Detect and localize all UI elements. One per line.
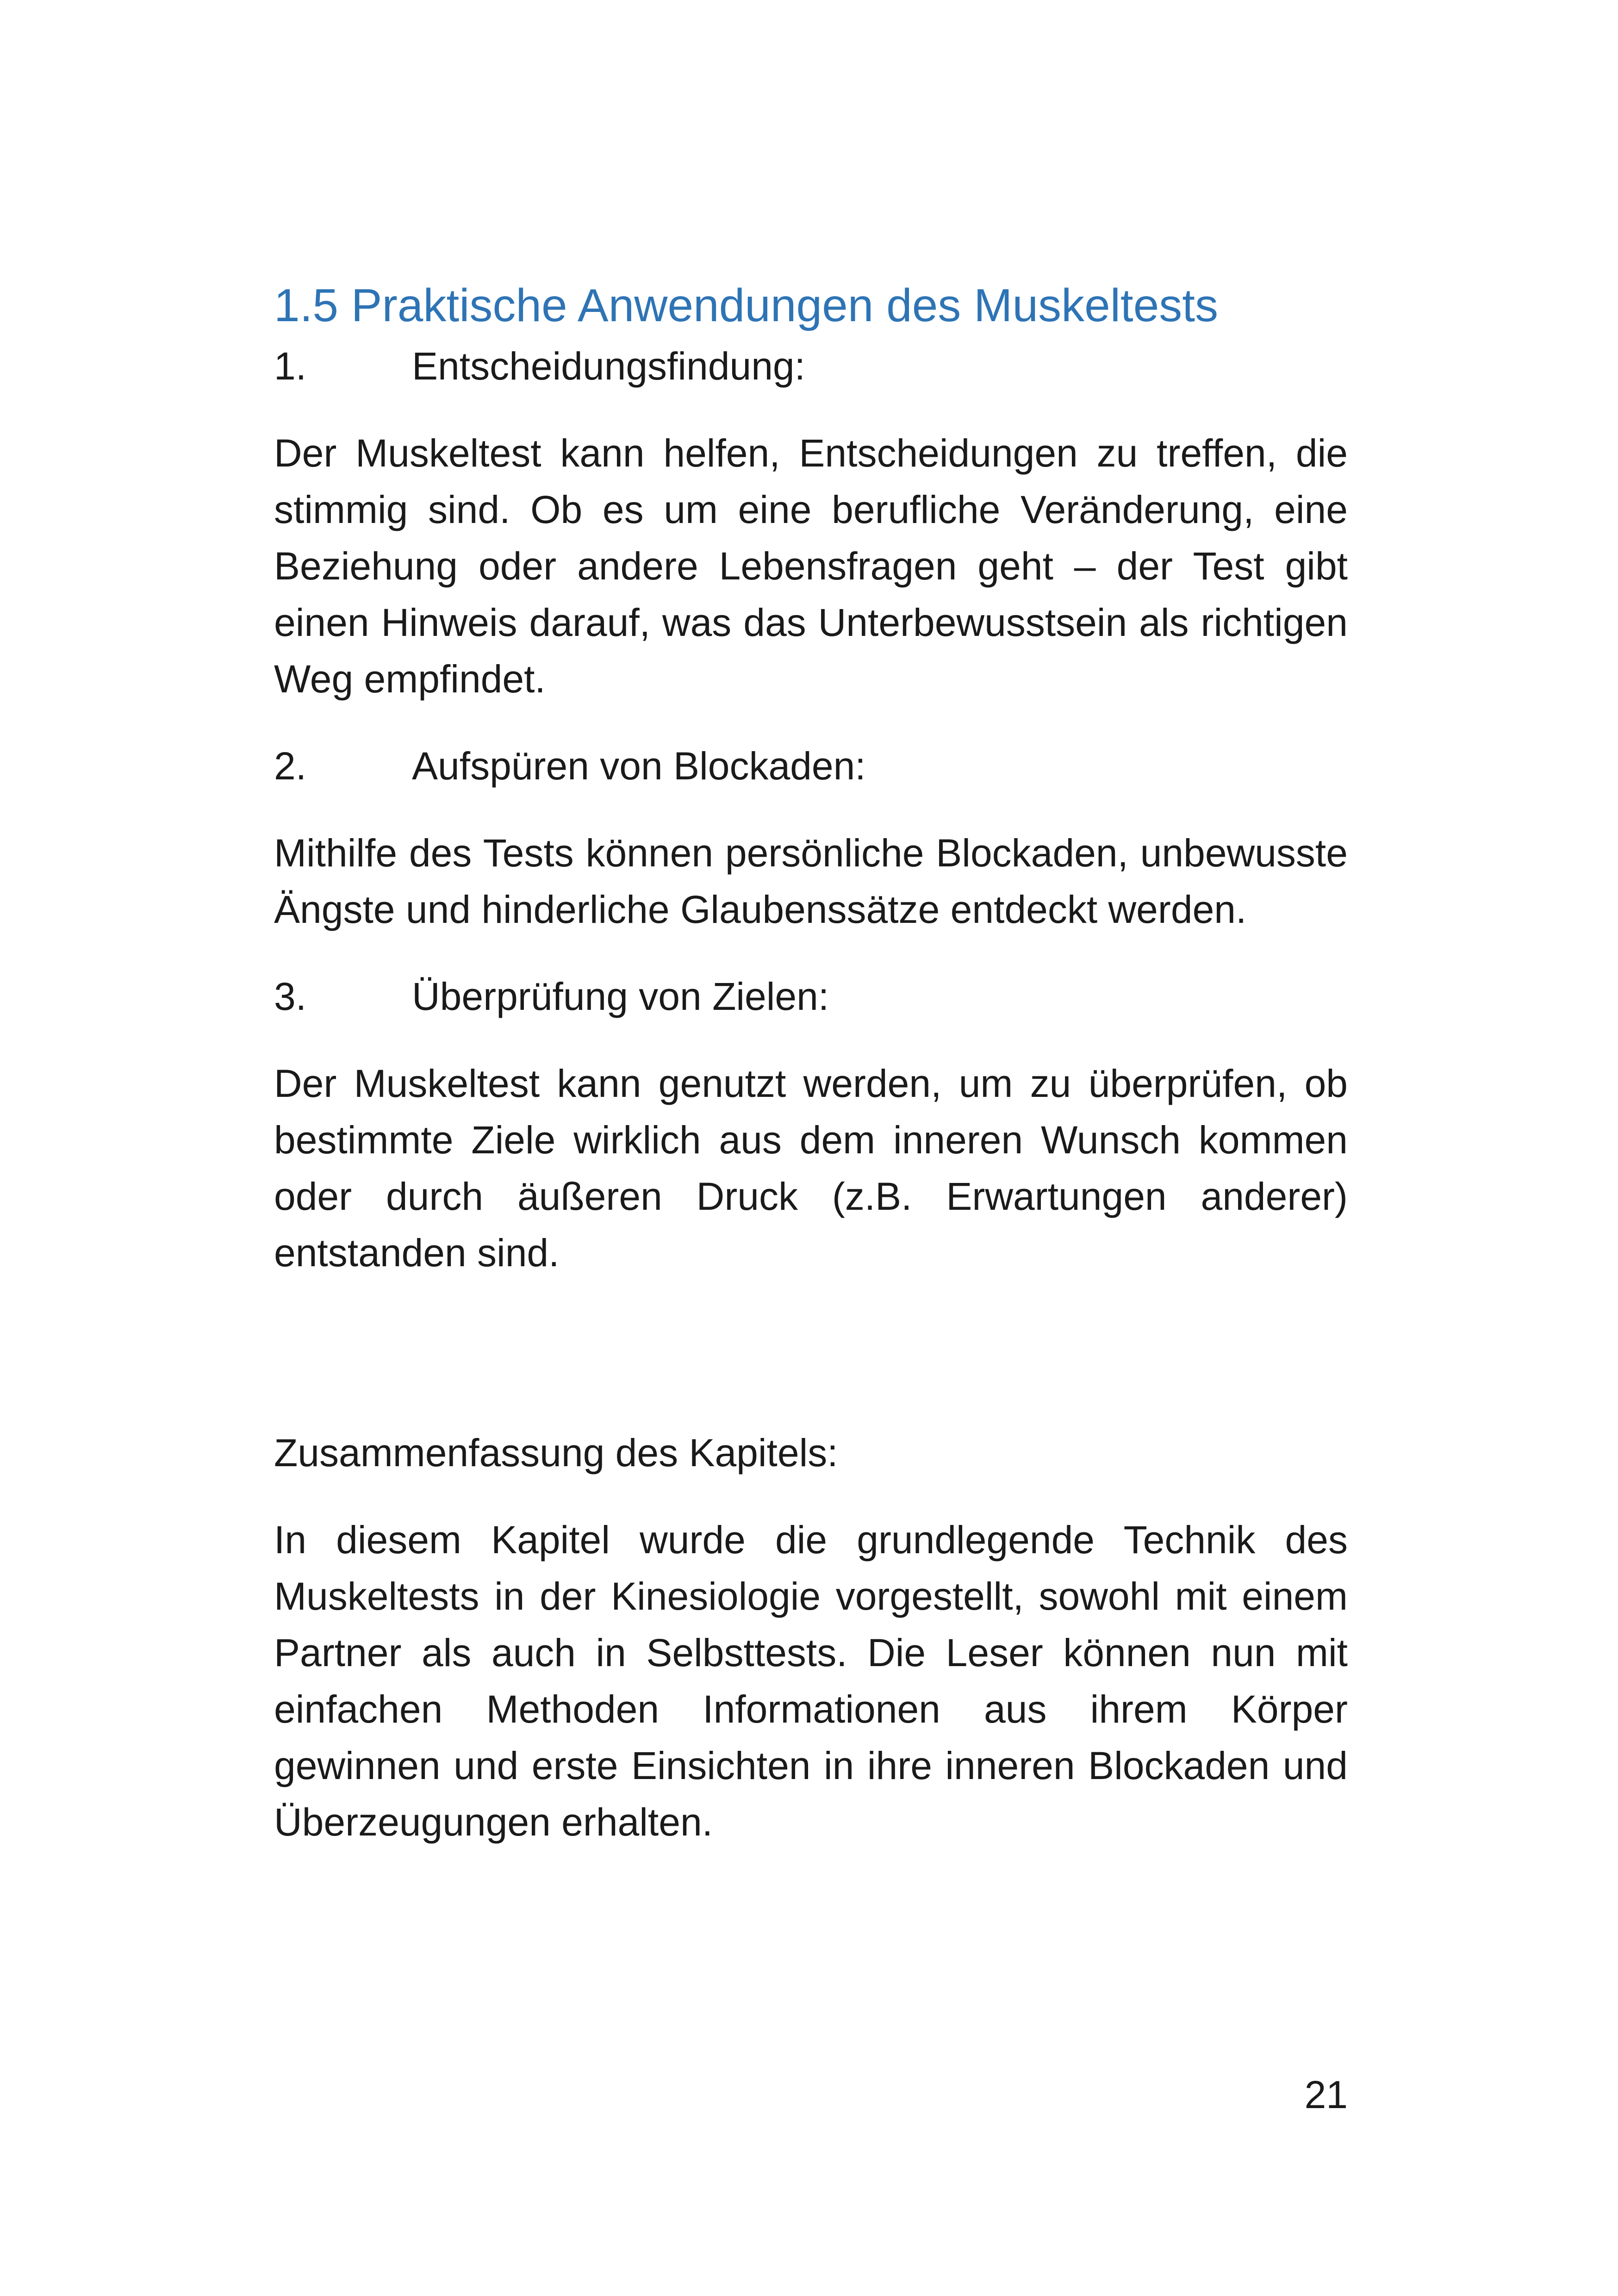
item-paragraph-3: Der Muskeltest kann genutzt werden, um zu überprüfen, ob bestimmte Ziele wirklich aus dem inneren Wunsch kommen oder durch äußeren Druck (z.B. Erwartungen anderer) entstanden sind. — [274, 1062, 1348, 1275]
item-number: 3. — [274, 975, 307, 1018]
page-content — [274, 273, 1348, 1850]
item-title: Überprüfung von Zielen: — [412, 975, 829, 1018]
summary-title: Zusammenfassung des Kapitels: — [274, 1431, 838, 1475]
item-number: 2. — [274, 744, 307, 788]
summary-paragraph: In diesem Kapitel wurde die grundlegende Technik des Muskeltests in der Kinesiologie vorgestellt, sowohl mit einem Partner als auch in Selbsttests. Die Leser können nun mit einfachen Methoden Informationen aus ihrem Körper gewinnen und erste Einsichten in ihre inneren Blockaden und Überzeugungen erhalten. — [274, 1518, 1348, 1844]
section-heading: 1.5 Praktische Anwendungen des Muskeltests — [274, 280, 1219, 331]
item-title: Entscheidungsfindung: — [412, 344, 805, 388]
item-paragraph-2: Mithilfe des Tests können persönliche Blockaden, unbewusste Ängste und hinderliche Glaubenssätze entdeckt werden. — [274, 831, 1348, 931]
item-heading-3 — [274, 968, 1348, 1025]
item-title: Aufspüren von Blockaden: — [412, 744, 866, 788]
item-heading-1 — [274, 338, 1348, 394]
item-paragraph-1: Der Muskeltest kann helfen, Entscheidungen zu treffen, die stimmig sind. Ob es um eine berufliche Veränderung, eine Beziehung oder andere Lebensfragen geht – der Test gibt einen Hinweis darauf, was das Unterbewusstsein als richtigen Weg empfindet. — [274, 431, 1348, 701]
item-number: 1. — [274, 344, 307, 388]
item-heading-2 — [274, 738, 1348, 794]
page-number: 21 — [1304, 2073, 1348, 2116]
